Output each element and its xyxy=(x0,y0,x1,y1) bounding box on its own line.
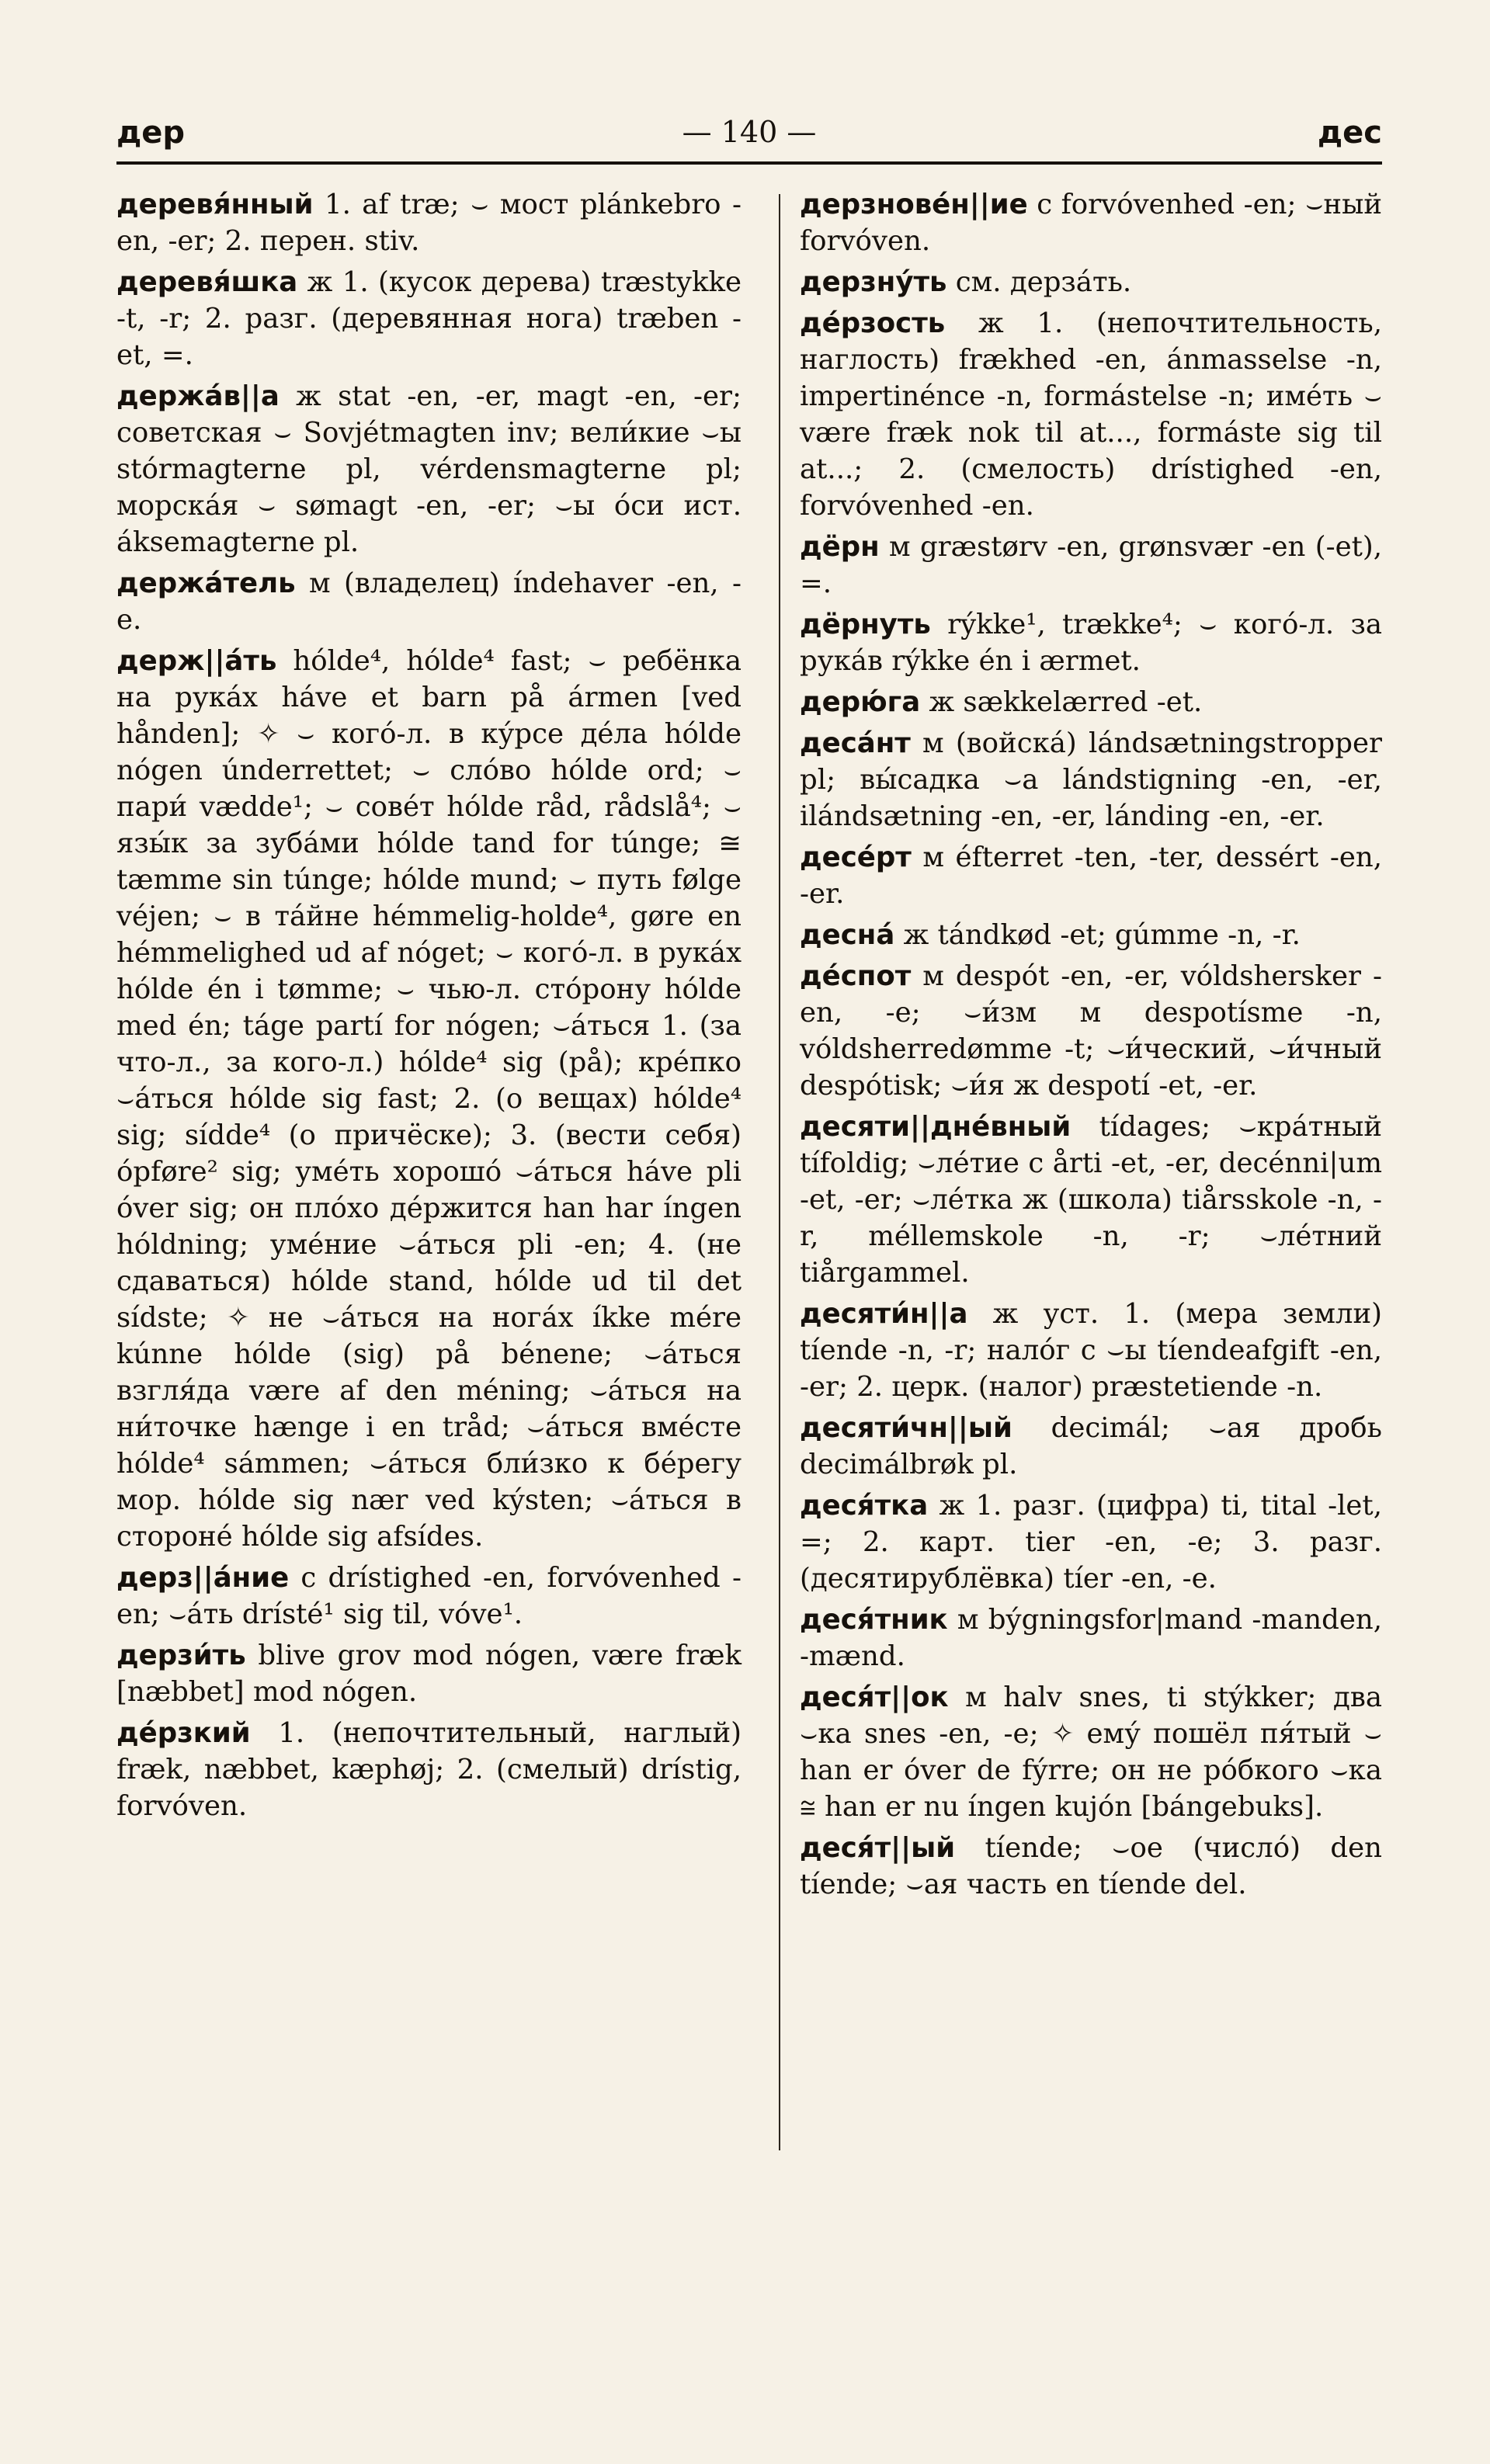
dictionary-entry xyxy=(116,1560,742,1633)
entry-definition: м græstørv -en, grønsvær -en (-et), =. xyxy=(800,531,1382,599)
entry-definition: см. дерза́ть. xyxy=(946,266,1132,298)
entry-headword: дерзи́ть xyxy=(116,1640,246,1671)
entry-definition: м despót -en, -er, vóldshersker -en, -e; ⌣и́зм м despotísme -n, vóldsherredømme -t; ⌣и́ческий, ⌣и́чный despótisk; ⌣и́я ж despotí -et, -er. xyxy=(800,960,1382,1102)
entry-headword: де́спот xyxy=(800,960,912,992)
entry-definition: hólde⁴, hólde⁴ fast; ⌣ ребёнка на рука́х háve et barn på ármen [ved hånden]; ✧ ⌣ кого́-л. в ку́рсе де́ла hólde nógen únderrettet; ⌣ сло́во hólde ord; ⌣ пари́ vædde¹; ⌣ сове́т hólde råd, rådslå⁴; ⌣ язы́к за зуба́ми hólde tand for túnge; ≅ tæmme sin túnge; hólde mund; ⌣ путь følge véjen; ⌣ в та́йне hémmelig-holde⁴, gøre en hémmelighed ud af nóget; ⌣ кого́-л. в рука́х hólde én i tømme; ⌣ чью-л. сто́рону hólde med én; táge partí for nógen; ⌣а́ться 1. (за что-л., за кого-л.) hólde⁴ sig (på); кре́пко ⌣а́ться hólde sig fast; 2. (о вещах) hólde⁴ sig; sídde⁴ (о причёске); 3. (вести себя) ópføre² sig; уме́ть хорошо́ ⌣а́ться háve pli óver sig; он пло́хо де́ржится han har íngen hóldning; уме́ние ⌣а́ться pli -en; 4. (не сдаваться) hólde stand, hólde ud til det sídste; ✧ не ⌣а́ться на нога́х íkke mére kúnne hólde (sig) på bénene; ⌣а́ться взгля́да være af den méning; ⌣а́ться на ни́точке hænge i en tråd; ⌣а́ться вме́сте hólde⁴ sámmen; ⌣а́ться бли́зко к бе́регу мор. hólde sig nær ved kýsten; ⌣а́ться в стороне́ hólde sig afsídes. xyxy=(116,645,742,1553)
entry-definition: 1. af træ; ⌣ мост plánkebro -en, -er; 2. перен. stiv. xyxy=(116,189,742,257)
entry-headword: де́рзкий xyxy=(116,1717,251,1749)
dictionary-entry xyxy=(800,725,1382,835)
dictionary-entry xyxy=(800,1410,1382,1483)
dictionary-entry xyxy=(116,1637,742,1710)
dictionary-entry xyxy=(116,186,742,259)
entry-headword: десяти||дне́вный xyxy=(800,1111,1071,1143)
entry-definition: м (владелец) índehaver -en, -e. xyxy=(116,567,742,636)
entry-definition: 1. (непочтительный, наглый) fræk, næbbet, kæphøj; 2. (смелый) drístig, forvóven. xyxy=(116,1717,742,1822)
entry-headword: десяти́чн||ый xyxy=(800,1412,1012,1444)
dictionary-entry xyxy=(800,917,1382,953)
entry-definition: м halv snes, ti stýkker; два ⌣ка snes -en, -e; ✧ ему́ пошёл пя́тый ⌣ han er óver de fýrre; он не ро́бкого ⌣ка ≅ han er nu íngen kujón [bángebuks]. xyxy=(800,1681,1382,1823)
entry-definition: ж stat -en, -er, magt -en, -er; советская ⌣ Sovjétmagten inv; вели́кие ⌣ы stórmagterne pl, vérdensmagterne pl; морска́я ⌣ sømagt -en, -er; ⌣ы о́си ист. áksemagterne pl. xyxy=(116,380,742,558)
dictionary-entry xyxy=(800,264,1382,300)
entry-definition: м éfterret -ten, -ter, dessért -en, -er. xyxy=(800,842,1382,910)
entry-headword: дерю́га xyxy=(800,686,921,718)
entry-definition: с forvóvenhed -en; ⌣ный forvóven. xyxy=(800,189,1382,257)
entry-definition: tídages; ⌣кра́тный tífoldig; ⌣ле́тие с årti -et, -er, decénni|um -et, -er; ⌣ле́тка ж (школа) tiårsskole -n, -r, méllemskole -n, -r; ⌣ле́тний tiårgammel. xyxy=(800,1111,1382,1289)
entry-definition: ж 1. (непочтительность, наглость) frækhed -en, ánmasselse -n, impertinénce -n, formástelse -n; име́ть ⌣ være fræk nok til at..., formáste sig til at...; 2. (смелость) drístighed -en, forvóvenhed -en. xyxy=(800,307,1382,522)
entry-headword: держа́в||а xyxy=(116,380,280,412)
entry-headword: держ||а́ть xyxy=(116,645,277,677)
entry-definition: blive grov mod nógen, være fræk [næbbet] mod nógen. xyxy=(116,1640,742,1708)
dictionary-entry xyxy=(116,1715,742,1824)
page-header xyxy=(116,109,1382,163)
entry-headword: деся́тка xyxy=(800,1490,929,1522)
entry-headword: дерзнове́н||ие xyxy=(800,189,1028,220)
dictionary-entry xyxy=(800,1487,1382,1597)
dictionary-entry xyxy=(800,1602,1382,1674)
entry-headword: держа́тель xyxy=(116,567,296,599)
entry-definition: ж уст. 1. (мера земли) tíende -n, -r; нало́г с ⌣ы tíendeafgift -en, -er; 2. церк. (налог) præstetiende -n. xyxy=(800,1298,1382,1403)
entry-headword: деревя́шка xyxy=(116,266,298,298)
dictionary-entry xyxy=(800,958,1382,1104)
dictionary-entry xyxy=(800,305,1382,524)
dictionary-entry xyxy=(800,186,1382,259)
dictionary-entry xyxy=(800,1296,1382,1405)
entry-headword: деся́т||ок xyxy=(800,1681,949,1713)
page-number: — 140 — xyxy=(682,115,817,149)
entry-headword: дёрн xyxy=(800,531,880,563)
header-rule xyxy=(116,161,1382,165)
entry-definition: decimál; ⌣ая дробь decimálbrøk pl. xyxy=(800,1412,1382,1480)
right-column xyxy=(800,186,1382,1907)
entry-headword: деся́тник xyxy=(800,1604,948,1636)
entry-headword: десна́ xyxy=(800,919,895,951)
entry-headword: дёрнуть xyxy=(800,609,931,640)
dictionary-entry xyxy=(800,529,1382,602)
entry-headword: деревя́нный xyxy=(116,189,314,220)
dictionary-entry xyxy=(800,606,1382,679)
dictionary-entry xyxy=(800,684,1382,720)
entry-headword: дерзну́ть xyxy=(800,266,947,298)
entry-headword: десяти́н||а xyxy=(800,1298,968,1330)
entry-headword: деса́нт xyxy=(800,727,911,759)
header-left-guide: дер xyxy=(116,115,186,151)
dictionary-entry xyxy=(800,1109,1382,1291)
entry-definition: tíende; ⌣ое (число́) den tíende; ⌣ая часть en tíende del. xyxy=(800,1832,1382,1900)
dictionary-entry xyxy=(116,565,742,638)
entry-definition: ж 1. (кусок дерева) træstykke -t, -r; 2. разг. (деревянная нога) træben -et, =. xyxy=(116,266,742,371)
left-column xyxy=(116,186,742,1829)
header-right-guide: дес xyxy=(1317,115,1382,151)
entry-headword: деся́т||ый xyxy=(800,1832,956,1864)
entry-definition: м býgningsfor|mand -manden, -mænd. xyxy=(800,1604,1382,1672)
dictionary-entry xyxy=(800,1679,1382,1825)
entry-definition: ж tándkød -et; gúmme -n, -r. xyxy=(894,919,1301,951)
dictionary-entry xyxy=(800,839,1382,912)
dictionary-entry xyxy=(116,378,742,560)
entry-headword: десе́рт xyxy=(800,842,912,873)
dictionary-entry xyxy=(116,264,742,373)
entry-headword: дерз||а́ние xyxy=(116,1562,290,1594)
dictionary-entry xyxy=(116,643,742,1555)
entry-definition: ж 1. разг. (цифра) ti, tital -let, =; 2. карт. tier -en, -e; 3. разг. (десятирублёвка) tíer -en, -e. xyxy=(800,1490,1382,1595)
column-divider xyxy=(779,194,780,2150)
entry-definition: ж sækkelærred -et. xyxy=(920,686,1203,718)
entry-definition: м (войска́) lándsætningstropper pl; вы́садка ⌣а lándstigning -en, -er, ilándsætning -en, -er, lánding -en, -er. xyxy=(800,727,1382,832)
entry-definition: с drístighed -en, forvóvenhed -en; ⌣а́ть drísté¹ sig til, vóve¹. xyxy=(116,1562,742,1630)
entry-definition: rýkke¹, trække⁴; ⌣ кого́-л. за рука́в rýkke én i ærmet. xyxy=(800,609,1382,677)
entry-headword: де́рзость xyxy=(800,307,946,339)
dictionary-entry xyxy=(800,1830,1382,1903)
